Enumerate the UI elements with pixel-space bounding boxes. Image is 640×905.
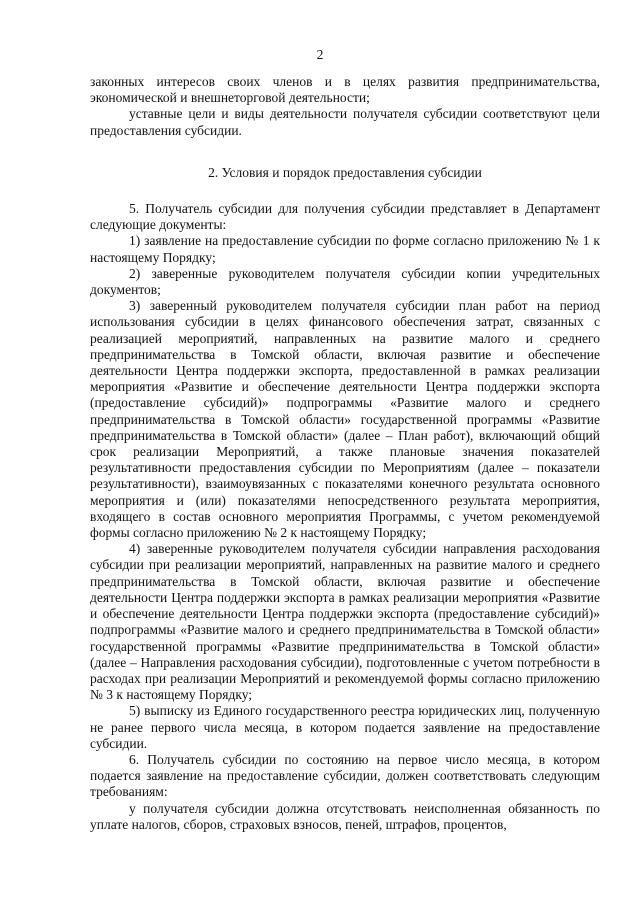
clause-5-item-3: 3) заверенный руководителем получателя субсидии план работ на период использования субсидии в целях финансового обеспечения затрат, связанных с реализацией мероприятий, направленных на развитие малого и среднего предпринимательства в Томской области, включая развитие и обеспечение деятельности Центра поддержки экспорта, предоставленной в рамках реализации мероприятия «Развитие и обеспечение деятельности Центра поддержки экспорта (предоставление субсидий)» подпрограммы «Развитие малого и среднего предпринимательства в Томской области» государственной программы «Развитие предпринимательства в Томской области» (далее – План работ), включающий общий срок реализации Мероприятий, а также плановые значения показателей результативности предоставления субсидии по Мероприятиям (далее – показатели результативности), взаимоувязанных с показателями конечного результата основного мероприятия и (или) показателями непосредственного результата мероприятия, входящего в состав основного мероприятия Программы, с учетом рекомендуемой формы согласно приложению № 2 к настоящему Порядку; bbox=[90, 298, 600, 541]
clause-6-paragraph: 6. Получатель субсидии по состоянию на первое число месяца, в котором подается заявление на предоставление субсидии, должен соответствовать следующим требованиям: bbox=[90, 751, 600, 800]
clause-6-requirement: у получателя субсидии должна отсутствовать неисполненная обязанность по уплате налогов, сборов, страховых взносов, пеней, штрафов, процентов, bbox=[90, 800, 600, 832]
goals-paragraph: уставные цели и виды деятельности получателя субсидии соответствуют цели предоставления субсидии. bbox=[90, 106, 600, 138]
continuation-paragraph: законных интересов своих членов и в целях развития предпринимательства, экономической и внешнеторговой деятельности; bbox=[90, 74, 600, 106]
section-heading: 2. Условия и порядок предоставления субсидии bbox=[208, 164, 482, 180]
page-number: 2 bbox=[316, 47, 324, 62]
clause-5-item-1: 1) заявление на предоставление субсидии по форме согласно приложению № 1 к настоящему Порядку; bbox=[90, 233, 600, 265]
clause-5-item-2: 2) заверенные руководителем получателя субсидии копии учредительных документов; bbox=[90, 265, 600, 298]
clause-5-paragraph: 5. Получатель субсидии для получения субсидии представляет в Департамент следующие документы: bbox=[90, 201, 600, 233]
clause-5-item-5: 5) выписку из Единого государственного реестра юридических лиц, полученную не ранее первого числа месяца, в котором подается заявление на предоставление субсидии. bbox=[90, 703, 600, 751]
clause-5-item-4: 4) заверенные руководителем получателя субсидии направления расходования субсидии при реализации мероприятий, направленных на развитие малого и среднего предпринимательства в Томской области, включая развитие и обеспечение деятельности Центра поддержки экспорта в рамках реализации мероприятия «Развитие и обеспечение деятельности Центра поддержки экспорта (предоставление субсидий)» подпрограммы «Развитие малого и среднего предпринимательства в Томской области» государственной программы «Развитие предпринимательства в Томской области» (далее – Направления расходования субсидии), подготовленные с учетом потребности в расходах при реализации Мероприятий и рекомендуемой формы согласно приложению № 3 к настоящему Порядку; bbox=[90, 541, 600, 703]
document-body bbox=[90, 74, 600, 833]
